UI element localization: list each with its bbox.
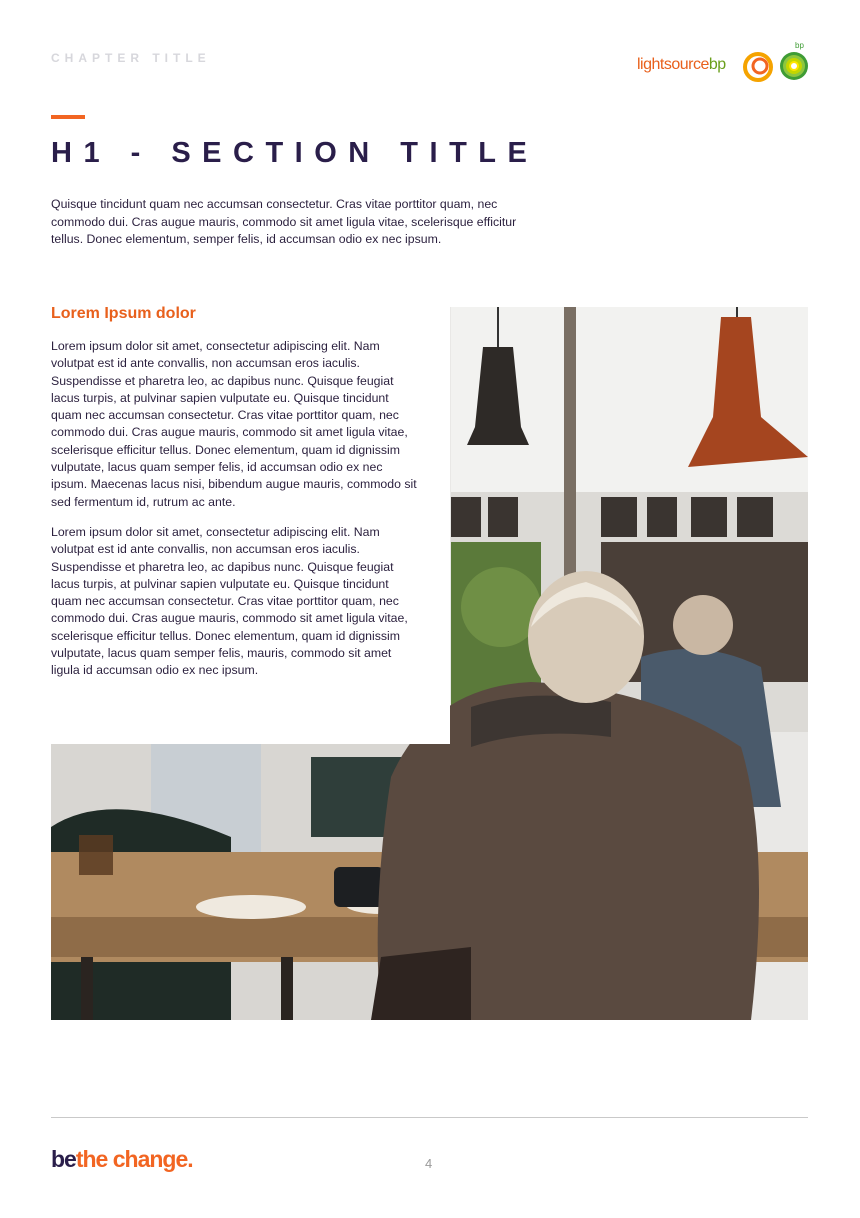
content-paragraph-2: Lorem ipsum dolor sit amet, consectetur adipiscing elit. Nam volutpat est id ante convallis, non accumsan eros iaculis. Suspendisse et pharetra leo, ac dapibus nunc. Quisque feugiat lacus turpis, at pulvinar sapien vulputate eu. Quisque tincidunt quam nec accumsan consectetur. Cras vitae porttitor quam, nec commodo dui. Cras augue mauris, commodo sit amet ligula vitae, scelerisque efficitur tellus. Donec elementum, quam id dignissim vulputate, lacus quam semper felis, mauris, commodo sit amet ligula id accumsan odio ex nec ipsum. (51, 525, 408, 678)
section-title: H1 - SECTION TITLE (51, 137, 539, 169)
chapter-title: CHAPTER TITLE (51, 51, 211, 65)
logo-text: lightsourcebp (637, 56, 726, 73)
intro-paragraph: Quisque tincidunt quam nec accumsan consectetur. Cras vitae porttitor quam, nec commodo dui. Cras augue mauris, commodo sit amet ligula vitae, scelerisque efficitur tellus. Donec elementum, semper felis, id accumsan odio ex nec ipsum. (51, 197, 517, 246)
content-paragraph-1: Lorem ipsum dolor sit amet, consectetur adipiscing elit. Nam volutpat est id ante convallis, non accumsan eros iaculis. Suspendisse et pharetra leo, ac dapibus nunc. Quisque feugiat lacus turpis, at pulvinar sapien vulputate eu. Quisque tincidunt quam nec accumsan consectetur. Cras vitae porttitor quam, nec commodo dui. Cras augue mauris, commodo sit amet ligula vitae, scelerisque efficitur tellus. Donec elementum, quam id dignissim vulputate, lacus quam semper felis, id accumsan odio ex nec ipsum. Maecenas lacus nisi, bibendum augue mauris, commodo sit sed fermentum id, rutrum ac ante. (51, 339, 417, 509)
lightsource-bp-logo (637, 40, 813, 84)
title-accent-bar (51, 115, 85, 119)
footer-tagline: bethe change. (51, 1146, 193, 1172)
bp-helios-icon (777, 40, 813, 82)
svg-text:bp: bp (795, 41, 804, 50)
page-number: 4 (425, 1156, 433, 1171)
lightsource-sun-icon (742, 51, 774, 83)
content-subheading: Lorem Ipsum dolor (51, 305, 196, 322)
footer-divider (51, 1117, 808, 1118)
